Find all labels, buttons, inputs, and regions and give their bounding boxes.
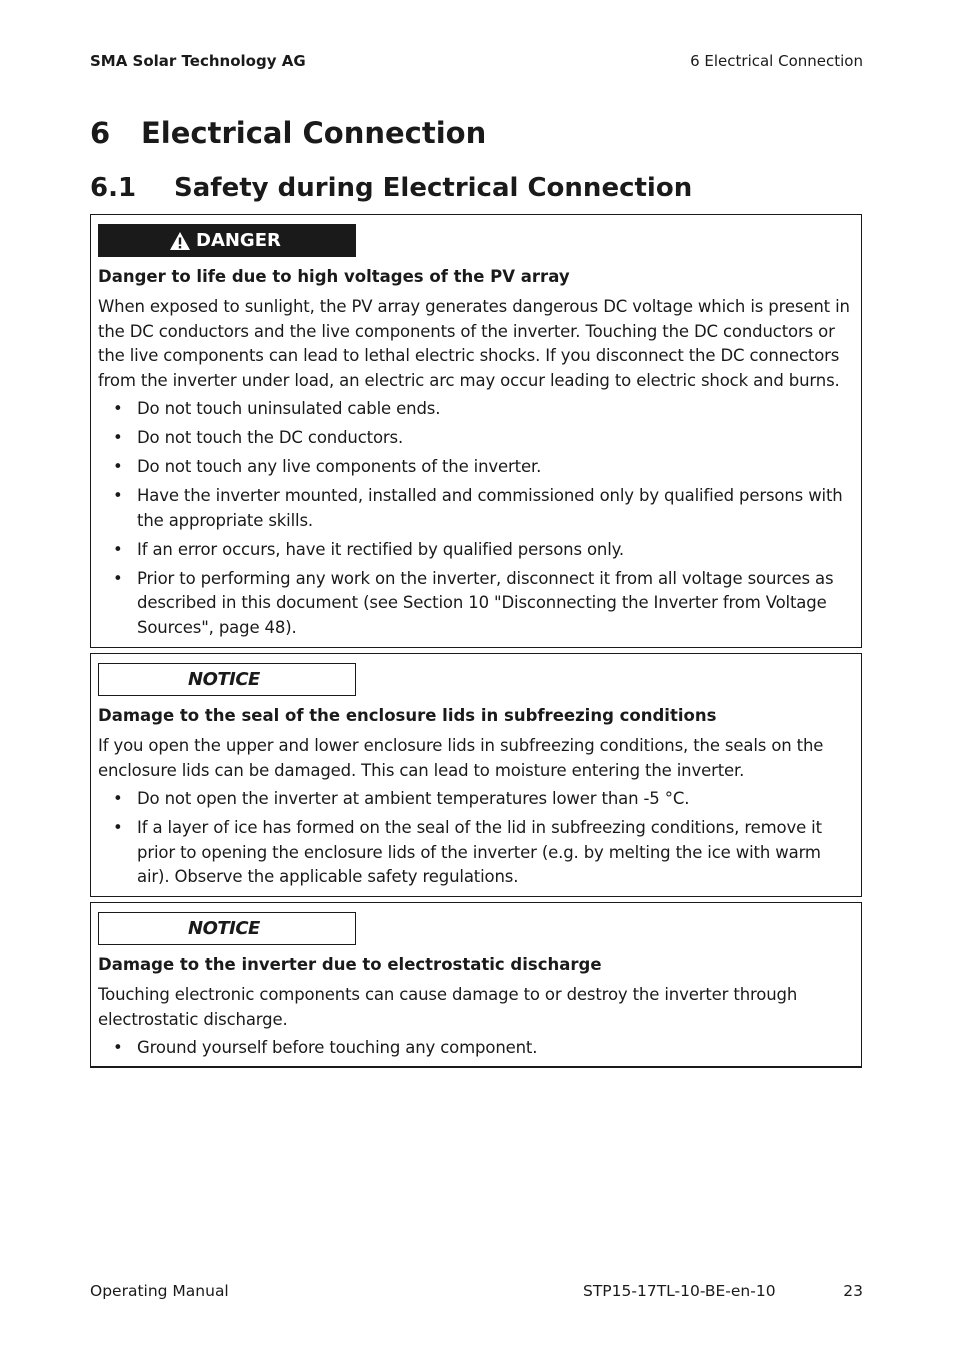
notice-bullet-list (98, 1036, 855, 1061)
header-company: SMA Solar Technology AG (90, 52, 306, 70)
footer-manual-type: Operating Manual (90, 1282, 229, 1300)
notice-text: If you open the upper and lower enclosure lids in subfreezing conditions, the seals on the enclosure lids can be damaged. This can lead to moisture entering the inverter. (98, 736, 824, 780)
danger-label-text: DANGER (196, 230, 281, 251)
notice-title: Damage to the inverter due to electrostatic discharge (98, 955, 602, 974)
footer-page-number: 23 (843, 1282, 863, 1300)
list-item: • Do not touch any live components of the inverter. (98, 455, 855, 480)
notice-label: NOTICE (98, 912, 356, 945)
danger-box (90, 214, 862, 648)
list-item: • If an error occurs, have it rectified by qualified persons only. (98, 538, 855, 563)
chapter-title: Electrical Connection (141, 116, 487, 150)
section-number: 6.1 (90, 173, 137, 203)
list-item: • Prior to performing any work on the inverter, disconnect it from all voltage sources as described in this document (see Section 10 "Disconnecting the Inverter from Voltage Sources", page 48). (98, 567, 855, 641)
section-heading (90, 173, 692, 203)
chapter-heading (90, 116, 486, 150)
list-item: • Do not touch the DC conductors. (98, 426, 855, 451)
list-item: • If a layer of ice has formed on the seal of the lid in subfreezing conditions, remove it prior to opening the enclosure lids of the inverter (e.g. by melting the ice with warm air). Observe the applicable safety regulations. (98, 816, 855, 890)
danger-text: When exposed to sunlight, the PV array generates dangerous DC voltage which is present in the DC conductors and the live components of the inverter. Touching the DC conductors or the live components can lead to lethal electric shocks. If you disconnect the DC connectors from the inverter under load, an electric arc may occur leading to electric shock and burns. (98, 297, 850, 390)
notice-title: Damage to the seal of the enclosure lids in subfreezing conditions (98, 706, 717, 725)
warning-triangle-icon (169, 231, 191, 251)
list-item: • Do not touch uninsulated cable ends. (98, 397, 855, 422)
chapter-number: 6 (90, 116, 111, 150)
list-item: • Ground yourself before touching any component. (98, 1036, 855, 1061)
list-item: • Have the inverter mounted, installed and commissioned only by qualified persons with the appropriate skills. (98, 484, 855, 533)
notice-label: NOTICE (98, 663, 356, 696)
danger-title: Danger to life due to high voltages of the PV array (98, 267, 570, 286)
danger-bullet-list (98, 397, 855, 640)
notice-box-esd (90, 902, 862, 1068)
danger-label (98, 224, 356, 257)
footer-doc-id: STP15-17TL-10-BE-en-10 (583, 1282, 776, 1300)
notice-bullet-list (98, 787, 855, 890)
notice-text: Touching electronic components can cause damage to or destroy the inverter through electrostatic discharge. (98, 985, 798, 1029)
notice-box-seal (90, 653, 862, 897)
list-item: • Do not open the inverter at ambient temperatures lower than -5 °C. (98, 787, 855, 812)
section-title: Safety during Electrical Connection (174, 173, 693, 203)
header-chapter: 6 Electrical Connection (690, 52, 863, 70)
